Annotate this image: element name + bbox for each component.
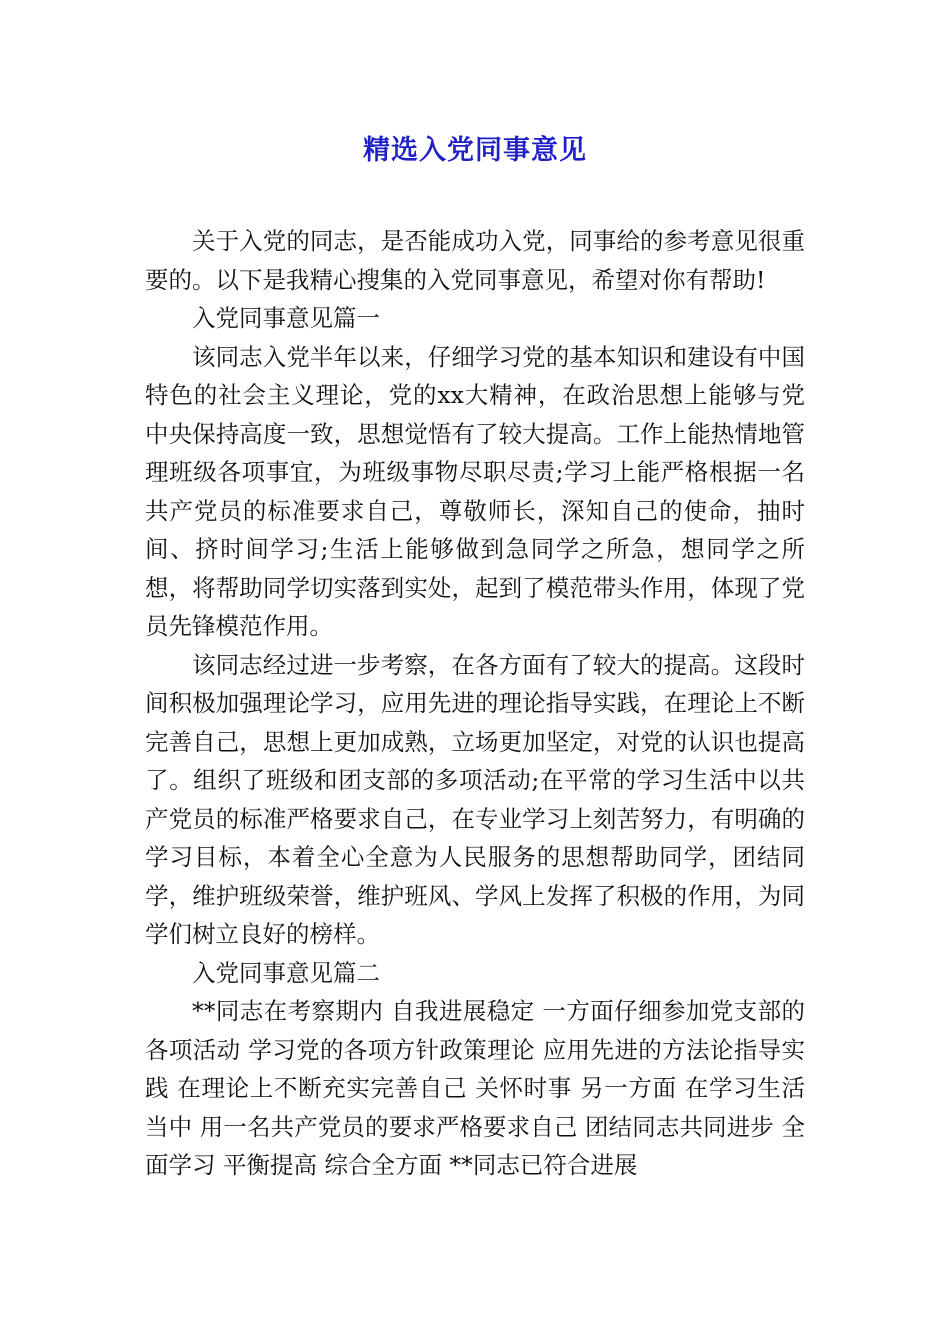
section-heading-1: 入党同事意见篇一 <box>192 304 380 332</box>
document-body <box>145 222 805 1185</box>
section-1-paragraph-1: 该同志入党半年以来，仔细学习党的基本知识和建设有中国特色的社会主义理论，党的xx大精神，在政治思想上能够与党中央保持高度一致，思想觉悟有了较大提高。工作上能热情地管理班级各项事宜，为班级事物尽职尽责;学习上能严格根据一名共产党员的标准要求自己，尊敬师长，深知自己的使命，抽时间、挤时间学习;生活上能够做到急同学之所急，想同学之所想，将帮助同学切实落到实处，起到了模范带头作用，体现了党员先锋模范作用。 <box>145 342 805 640</box>
intro-paragraph: 关于入党的同志，是否能成功入党，同事给的参考意见很重要的。以下是我精心搜集的入党同事意见，希望对你有帮助! <box>145 227 805 294</box>
section-2-paragraph-1: **同志在考察期内 自我进展稳定 一方面仔细参加党支部的各项活动 学习党的各项方针政策理论 应用先进的方法论指导实践 在理论上不断充实完善自己 关怀时事 另一方面 在学习生活当中 用一名共产党员的要求严格要求自己 团结同志共同进步 全面学习 平衡提高 综合全方面 **同志已符合进展 <box>145 997 805 1179</box>
document-title: 精选入党同事意见 <box>363 135 587 166</box>
section-heading-2: 入党同事意见篇二 <box>192 958 380 987</box>
section-1-paragraph-2: 该同志经过进一步考察，在各方面有了较大的提高。这段时间积极加强理论学习，应用先进的理论指导实践，在理论上不断完善自己，思想上更加成熟，立场更加坚定，对党的认识也提高了。组织了班级和团支部的多项活动;在平常的学习生活中以共产党员的标准严格要求自己，在专业学习上刻苦努力，有明确的学习目标，本着全心全意为人民服务的思想帮助同学，团结同学，维护班级荣誉，维护班风、学风上发挥了积极的作用，为同学们树立良好的榜样。 <box>145 650 805 948</box>
